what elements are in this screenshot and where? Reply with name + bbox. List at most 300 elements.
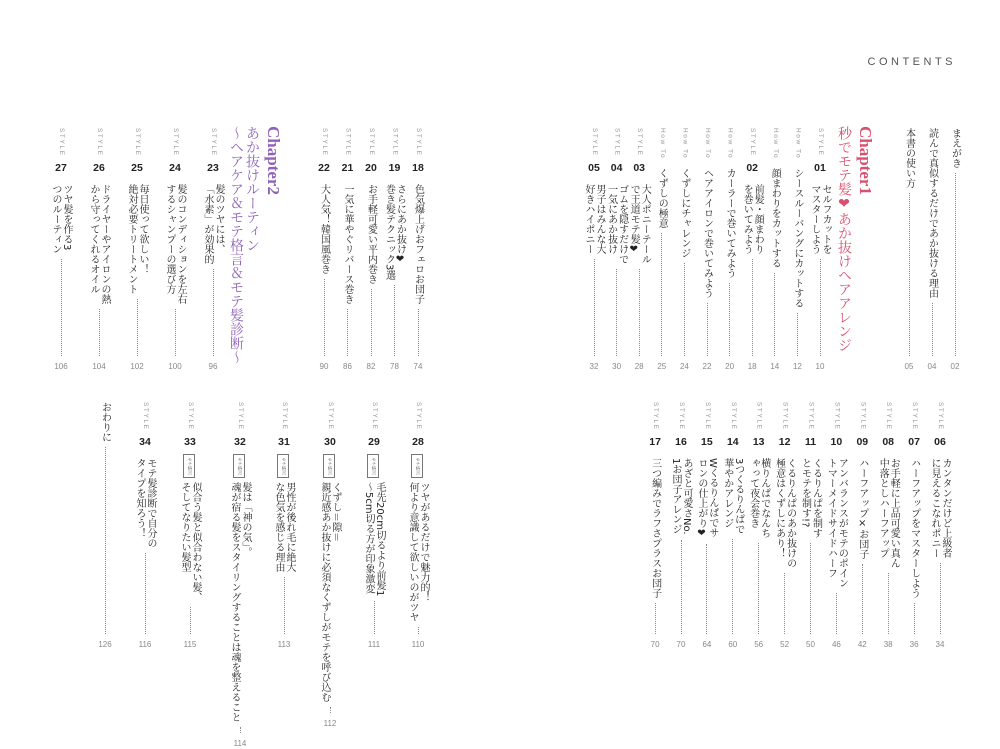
entry-page-number: 100	[168, 362, 182, 371]
dotted-leader	[661, 233, 662, 356]
dotted-leader	[394, 285, 395, 356]
toc-entry-18	[408, 128, 428, 372]
entry-number: 22	[318, 162, 330, 174]
entry-title: 本書の使い方	[903, 128, 915, 188]
entry-body	[852, 458, 872, 650]
entry-title: あざと可愛さNo. 1お団子アレンジ	[670, 458, 692, 535]
entry-style-tag: STYLE	[781, 402, 789, 431]
entry-title: 前髪・顔まわり を巻いてみよう	[741, 184, 764, 254]
entry-page-number: 96	[208, 362, 218, 371]
entry-body	[314, 184, 334, 372]
moteq-badge: モテ格言	[411, 454, 423, 478]
entry-number: 34	[139, 436, 151, 448]
entry-title: 大人気！韓国風巻き	[318, 184, 330, 274]
dotted-leader	[418, 627, 419, 634]
toc-entry-08	[878, 402, 898, 650]
dotted-leader	[594, 259, 595, 356]
entry-title: 髪は「神の気」。 魂が宿る髪をスタイリングすることは魂を整えること	[229, 482, 251, 722]
entry-body	[671, 458, 691, 650]
toc-entry-25	[127, 128, 147, 372]
entry-title: まえがき	[949, 128, 961, 168]
entry-page-number: 111	[367, 640, 381, 649]
dotted-leader	[371, 289, 372, 356]
entry-page-number: 52	[780, 640, 790, 649]
dotted-leader	[820, 259, 821, 356]
dotted-leader	[616, 269, 617, 356]
toc-entry-10	[826, 402, 846, 650]
entry-page-number: 10	[815, 362, 825, 371]
entry-body	[274, 482, 294, 650]
dotted-leader	[797, 313, 798, 356]
dotted-leader	[639, 269, 640, 356]
dotted-leader	[213, 269, 214, 356]
chapter2-title-line2: 〜ヘアケア＆モテ格言＆モテ髪診断〜	[228, 126, 244, 364]
dotted-leader	[940, 563, 941, 634]
entry-number: 09	[856, 436, 869, 448]
dotted-leader	[758, 543, 759, 634]
entry-style-tag: STYLE	[415, 402, 422, 431]
entry-style-tag: STYLE	[729, 402, 737, 431]
toc-entry	[720, 128, 740, 372]
dotted-leader	[810, 543, 811, 634]
entry-body	[899, 128, 919, 372]
entry-page-number: 115	[183, 640, 197, 649]
entry-body	[203, 184, 223, 372]
toc-entry-12	[775, 402, 795, 650]
dotted-leader	[137, 299, 138, 356]
dotted-leader	[862, 564, 863, 634]
dotted-leader	[752, 259, 753, 356]
entry-number: 18	[412, 162, 424, 174]
entry-body	[385, 184, 405, 372]
entry-page-number: 114	[233, 739, 247, 748]
dotted-leader	[418, 309, 419, 356]
entry-title: 毛先20cm切るより前髪1 ～5cm切る方が印象激変	[363, 482, 385, 597]
toc-entry	[697, 128, 717, 372]
entry-style-tag: STYLE	[678, 402, 685, 431]
entry-page-number: 14	[770, 362, 780, 371]
entry-number: 11	[804, 436, 817, 448]
toc-entry	[765, 128, 785, 372]
entry-title: くるりんぱのあか抜けの 極意はくずしにあり！	[773, 458, 796, 568]
entry-body	[364, 482, 384, 650]
entry-page-number: 70	[650, 640, 660, 649]
entry-title: さらにあか抜け❤ 巻き髪テクニック3選	[383, 184, 406, 281]
entry-title: 男子はみんな大 好きハイポニー	[583, 184, 605, 254]
dotted-leader	[324, 279, 325, 356]
entry-number: 25	[131, 162, 143, 174]
entry-body	[629, 184, 649, 372]
entry-page-number: 28	[634, 362, 644, 371]
entry-body	[826, 458, 846, 650]
entry-title: くずし＝隙＝ 親近感あか抜けに必須なくずしがモテを呼び込む	[319, 482, 341, 702]
entry-page-number: 82	[366, 362, 376, 371]
entry-title: カンタンだけど上級者 に見えるこなれポニー	[929, 458, 951, 558]
entry-body	[127, 184, 147, 372]
entry-title: お手軽に上品可愛い真ん 中落としハーフアップ	[877, 458, 900, 568]
entry-title: 似合う髪と似合わない髪、 そしてなりたい髪型	[179, 482, 201, 602]
entry-style-tag: STYLE	[591, 128, 598, 157]
dotted-leader	[732, 539, 733, 634]
entry-page-number: 90	[319, 362, 329, 371]
entry-page-number: 46	[831, 640, 841, 649]
entry-title: アンバランスがモテのポイン トマーメイドサイドハーフ	[825, 458, 848, 588]
toc-entry-05	[584, 128, 604, 372]
entry-title: ヘアアイロンで巻いてみよう	[701, 168, 713, 298]
toc-entry-28	[408, 402, 428, 650]
entry-style-tag: STYLE	[368, 128, 375, 157]
moteq-badge: モテ格言	[277, 454, 289, 478]
dotted-leader	[99, 309, 100, 356]
entry-page-number: 42	[857, 640, 867, 649]
entry-style-tag: STYLE	[652, 402, 660, 431]
entry-style-tag: STYLE	[749, 128, 757, 157]
moteq-badge: モテ格言	[183, 454, 195, 478]
entry-body	[607, 184, 627, 372]
toc-entry	[652, 128, 672, 372]
entry-title: 色気爆上げおフェロお団子	[412, 184, 424, 304]
entry-number: 04	[610, 162, 623, 174]
entry-number: 15	[701, 436, 713, 448]
dotted-leader	[175, 309, 176, 356]
toc-entry-24	[165, 128, 185, 372]
dotted-leader	[774, 273, 775, 356]
toc-entry-27	[51, 128, 71, 372]
entry-body	[904, 458, 924, 650]
entry-title: ゴムを隠すだけで 一気にあか抜け	[605, 184, 628, 264]
entry-style-tag: STYLE	[415, 128, 422, 157]
entry-title: ドライヤーやアイロンの熱 から守ってくれるオイル	[88, 184, 110, 304]
toc-entry-15	[697, 402, 717, 650]
entry-title: ハーフアップ×お団子	[856, 458, 868, 559]
entry-page-number: 113	[277, 640, 291, 649]
entry-number: 17	[649, 436, 661, 448]
toc-entry-06	[930, 402, 950, 650]
entry-style-tag: How To	[681, 128, 689, 160]
entry-page-number: 106	[54, 362, 68, 371]
dotted-leader	[784, 573, 785, 634]
entry-number: 14	[726, 436, 739, 448]
entry-style-tag: STYLE	[58, 128, 65, 157]
dotted-leader	[707, 303, 708, 356]
entry-number: 32	[234, 436, 246, 448]
entry-page-number: 110	[411, 640, 425, 649]
entry-style-tag: STYLE	[237, 402, 244, 431]
toc-entry-26	[89, 128, 109, 372]
toc-entry-11	[801, 402, 821, 650]
dotted-leader	[347, 309, 348, 356]
toc-entry-01	[810, 128, 830, 372]
entry-page-number: 60	[728, 640, 738, 649]
entry-style-tag: STYLE	[142, 402, 149, 431]
entry-body	[89, 184, 109, 372]
entry-title: Wくるりんぱでサ ロンの仕上がり❤	[695, 458, 718, 539]
entry-body	[674, 168, 694, 372]
dotted-leader	[655, 603, 656, 634]
toc-entry	[787, 128, 807, 372]
entry-number: 13	[752, 436, 765, 448]
dotted-leader	[145, 553, 146, 634]
entry-page-number: 112	[323, 719, 337, 728]
entry-number: 27	[55, 162, 67, 174]
entry-body	[749, 458, 769, 650]
entry-title: 大人ポニーテール で王道モテ髪❤	[628, 184, 651, 264]
entry-page-number: 24	[679, 362, 689, 371]
entry-title: モテ髪診断で自分の タイプを知ろう！	[134, 458, 156, 548]
entry-page-number: 70	[676, 640, 686, 649]
entry-title: くるりんぱを制す とモテを制す!?	[799, 458, 822, 538]
moteq-badge: モテ格言	[323, 454, 335, 478]
chapter1-title: 秒でモテ髪❤あか抜けヘアアレンジ	[836, 126, 852, 352]
entry-page-number: 18	[747, 362, 757, 371]
entry-title: カーラーで巻いてみよう	[724, 168, 736, 278]
entry-style-tag: STYLE	[807, 402, 815, 431]
toc-entry	[674, 128, 694, 372]
entry-number: 31	[278, 436, 290, 448]
toc-entry-21	[338, 128, 358, 372]
entry-body	[165, 184, 185, 372]
entry-style-tag: STYLE	[833, 402, 841, 431]
entry-body	[697, 458, 717, 650]
entry-style-tag: STYLE	[371, 402, 378, 431]
dotted-leader	[105, 447, 106, 634]
entry-title: セルフカットを マスターしよう	[809, 184, 831, 254]
entry-title: 男性が後れ毛に絶大 な色気を感じる理由	[273, 482, 295, 572]
toc-entry-04	[607, 128, 627, 372]
entry-style-tag: STYLE	[321, 128, 328, 157]
dotted-leader	[374, 601, 375, 634]
entry-title: お手軽可愛い平内巻き	[365, 184, 377, 284]
toc-entry-13	[749, 402, 769, 650]
entry-number: 08	[882, 436, 895, 448]
entry-page-number: 56	[754, 640, 764, 649]
entry-title: 3つくるりんぱで 華やかアレンジ	[721, 458, 744, 535]
entry-number: 05	[588, 162, 600, 174]
dotted-leader	[909, 193, 910, 356]
dotted-leader	[190, 607, 191, 634]
entry-title: 横りんぱでなんち ゃって夜会巻き	[747, 458, 770, 538]
entry-style-tag: STYLE	[187, 402, 194, 431]
entry-number: 19	[388, 162, 401, 174]
toc-entry	[922, 128, 942, 372]
entry-title: 読んで真似するだけであか抜ける理由	[926, 128, 938, 298]
entry-body	[801, 458, 821, 650]
entry-body	[878, 458, 898, 650]
entry-body	[787, 168, 807, 372]
toc-entry-09	[852, 402, 872, 650]
entry-page-number: 36	[909, 640, 919, 649]
entry-style-tag: How To	[658, 128, 666, 160]
toc-entry-31	[274, 402, 294, 650]
dotted-leader	[61, 259, 62, 356]
toc-entry	[95, 402, 115, 650]
entry-number: 21	[341, 162, 354, 174]
entry-style-tag: How To	[771, 128, 779, 160]
entry-style-tag: STYLE	[885, 402, 893, 431]
toc-entry-16	[671, 402, 691, 650]
entry-page-number: 64	[702, 640, 712, 649]
entry-style-tag: How To	[794, 128, 802, 160]
dotted-leader	[284, 577, 285, 634]
entry-number: 01	[814, 162, 826, 174]
chapter2-title-line1: あか抜けルーティン	[244, 126, 260, 252]
entry-body	[319, 482, 341, 728]
dotted-leader	[330, 707, 331, 713]
toc-entry-22	[314, 128, 334, 372]
entry-body	[810, 184, 830, 372]
dotted-leader	[955, 173, 956, 356]
dotted-leader	[836, 593, 837, 634]
entry-body	[697, 168, 717, 372]
entry-page-number: 20	[725, 362, 735, 371]
entry-page-number: 74	[413, 362, 423, 371]
entry-number: 12	[778, 436, 791, 448]
entry-body	[652, 168, 672, 372]
entry-page-number: 126	[98, 640, 112, 649]
entry-body	[720, 168, 740, 372]
toc-entry-23	[203, 128, 223, 372]
entry-page-number: 86	[343, 362, 352, 371]
entry-title: ハーフアップをマスターしよう	[908, 458, 920, 598]
entry-number: 26	[93, 162, 105, 174]
entry-title: 髪のツヤには、 「水素」が効果的	[202, 184, 224, 264]
entry-style-tag: STYLE	[344, 128, 352, 157]
dotted-leader	[681, 540, 682, 634]
entry-number: 02	[746, 162, 759, 174]
entry-page-number: 30	[612, 362, 622, 371]
entry-page-number: 25	[657, 362, 667, 371]
entry-number: 07	[908, 436, 920, 448]
entry-page-number: 78	[390, 362, 399, 371]
entry-body	[930, 458, 950, 650]
entry-body	[51, 184, 71, 372]
entry-body	[765, 168, 785, 372]
entry-style-tag: STYLE	[911, 402, 919, 431]
entry-title: 顔まわりをカットする	[769, 168, 781, 268]
toc-entry	[945, 128, 965, 372]
entry-number: 20	[365, 162, 377, 174]
toc-entry-30	[319, 402, 341, 728]
entry-number: 33	[184, 436, 196, 448]
dotted-leader	[932, 303, 933, 356]
entry-body	[645, 458, 665, 650]
toc-entry-20	[361, 128, 381, 372]
toc-entry-02	[742, 128, 762, 372]
entry-style-tag: STYLE	[703, 402, 711, 431]
toc-entry-33	[180, 402, 200, 650]
entry-style-tag: STYLE	[613, 128, 621, 157]
entry-body	[723, 458, 743, 650]
entry-number: 06	[934, 436, 946, 448]
entry-number: 16	[675, 436, 687, 448]
entry-page-number: 32	[589, 362, 599, 371]
dotted-leader	[888, 573, 889, 634]
chapter1-label: Chapter1	[856, 126, 875, 195]
toc-entry-03	[629, 128, 649, 372]
entry-number: 30	[324, 436, 336, 448]
toc-entry-34	[135, 402, 155, 650]
entry-title: ツヤ髪を作る3 つのルーティン	[50, 184, 72, 254]
toc-entry-07	[904, 402, 924, 650]
entry-number: 23	[207, 162, 219, 174]
dotted-leader	[729, 283, 730, 356]
entry-body	[408, 184, 428, 372]
entry-page-number: 50	[806, 640, 815, 649]
entry-title: ツヤがあるだけで魅力的！ 何より意識して欲しいのがツヤ	[407, 482, 429, 622]
entry-style-tag: How To	[704, 128, 711, 160]
entry-page-number: 04	[927, 362, 937, 371]
chapter2-label: Chapter2	[264, 126, 283, 195]
entry-title: おわりに	[99, 402, 111, 442]
entry-body	[135, 458, 155, 650]
dotted-leader	[706, 544, 707, 634]
entry-page-number: 02	[950, 362, 960, 371]
entry-body	[361, 184, 381, 372]
entry-page-number: 05	[904, 362, 914, 371]
entry-title: くずしにチャレンジ	[678, 168, 690, 258]
entry-style-tag: STYLE	[937, 402, 944, 431]
entry-style-tag: STYLE	[327, 402, 334, 431]
moteq-badge: モテ格言	[233, 454, 245, 478]
entry-page-number: 116	[138, 640, 152, 649]
entry-number: 28	[412, 436, 424, 448]
entry-page-number: 102	[130, 362, 144, 371]
entry-body	[945, 128, 965, 372]
entry-number: 29	[368, 436, 380, 448]
entry-body	[180, 482, 200, 650]
entry-number: 10	[830, 436, 843, 448]
dotted-leader	[684, 263, 685, 356]
entry-body	[338, 184, 358, 372]
toc-entry-14	[723, 402, 743, 650]
entry-title: シースルーバングにカットする	[791, 168, 803, 308]
toc-entry-29	[364, 402, 384, 650]
entry-style-tag: STYLE	[281, 402, 288, 431]
entry-number: 03	[633, 162, 646, 174]
entry-style-tag: STYLE	[96, 128, 103, 157]
contents-heading: CONTENTS	[867, 56, 956, 68]
entry-style-tag: STYLE	[755, 402, 763, 431]
toc-entry-17	[645, 402, 665, 650]
entry-body	[408, 482, 428, 650]
toc-entry	[899, 128, 919, 372]
entry-body	[775, 458, 795, 650]
entry-page-number: 22	[702, 362, 712, 371]
moteq-badge: モテ格言	[367, 454, 379, 478]
entry-style-tag: STYLE	[134, 128, 141, 157]
entry-style-tag: How To	[726, 128, 734, 160]
entry-title: くずしの極意	[656, 168, 668, 228]
entry-body	[922, 128, 942, 372]
toc-entry-19	[385, 128, 405, 372]
entry-body	[584, 184, 604, 372]
entry-style-tag: STYLE	[636, 128, 644, 157]
entry-style-tag: STYLE	[210, 128, 217, 157]
entry-style-tag: STYLE	[391, 128, 399, 157]
toc-entry-32	[229, 402, 251, 748]
dotted-leader	[914, 603, 915, 634]
entry-body	[95, 402, 115, 650]
dotted-leader	[240, 727, 241, 733]
entry-style-tag: STYLE	[817, 128, 824, 157]
entry-page-number: 104	[92, 362, 106, 371]
entry-style-tag: STYLE	[172, 128, 179, 157]
entry-body	[742, 184, 762, 372]
entry-style-tag: STYLE	[859, 402, 867, 431]
entry-page-number: 38	[883, 640, 893, 649]
entry-title: 一気に華やぐリバース巻き	[342, 184, 353, 304]
entry-page-number: 34	[935, 640, 945, 649]
